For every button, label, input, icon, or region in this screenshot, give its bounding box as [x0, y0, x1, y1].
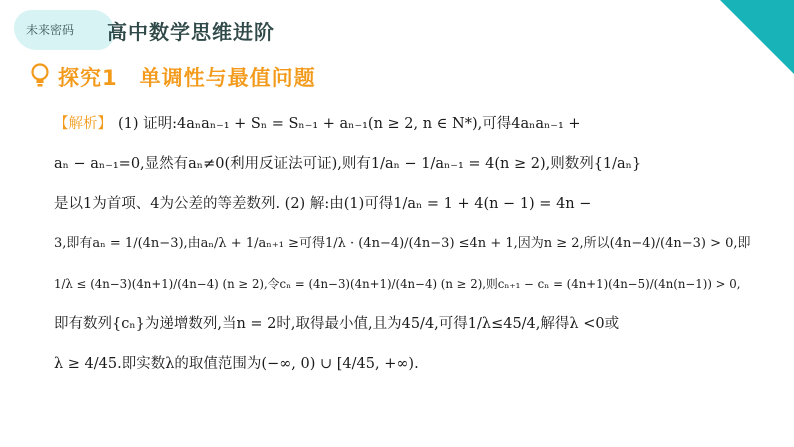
brand-tag: 未来密码: [26, 23, 75, 37]
text-line-6: 即有数列{cₙ}为递增数列,当n = 2时,取得最小值,且为45/4,可得1/λ≤45/4,解得λ <0或: [54, 316, 620, 332]
section-header: [30, 62, 338, 92]
lightbulb-icon: [30, 63, 50, 91]
text-line-3: 是以1为首项、4为公差的等差数列. (2) 解:由(1)可得1/aₙ = 1 + 4(n − 1) = 4n −: [54, 196, 592, 212]
corner-decoration: [720, 0, 794, 74]
analysis-label: 【解析】: [54, 116, 112, 132]
text-line-2: aₙ − aₙ₋₁=0,显然有aₙ≠0(利用反证法可证),则有1/aₙ − 1/aₙ₋₁ = 4(n ≥ 2),则数列{1/aₙ}: [54, 156, 642, 172]
text-line-1: 【解析】 (1) 证明:4aₙaₙ₋₁ + Sₙ = Sₙ₋₁ + aₙ₋₁(n ≥ 2, n ∈ N*),可得4aₙaₙ₋₁ +: [54, 116, 581, 132]
text-line-4: 3,即有aₙ = 1/(4n−3),由aₙ/λ + 1/aₙ₊₁ ≥可得1/λ · (4n−4)/(4n−3) ≤4n + 1,因为n ≥ 2,所以(4n−4)/(4n−3) > 0,即: [54, 236, 751, 251]
solution-text: [54, 104, 754, 384]
text-line-5: 1/λ ≤ (4n−3)(4n+1)/(4n−4) (n ≥ 2),令cₙ = (4n−3)(4n+1)/(4n−4) (n ≥ 2),则cₙ₊₁ − cₙ = (4n+1)(4n−5)/(4n(n−1)) > 0,: [54, 277, 741, 291]
section-heading: 单调性与最值问题: [139, 66, 316, 90]
text-line-7: λ ≥ 4/45.即实数λ的取值范围为(−∞, 0) ∪ [4/45, +∞).: [54, 356, 419, 372]
brand-title: 高中数学思维进阶: [107, 20, 275, 44]
section-title: [58, 62, 338, 92]
section-number: 探究1: [58, 66, 118, 90]
